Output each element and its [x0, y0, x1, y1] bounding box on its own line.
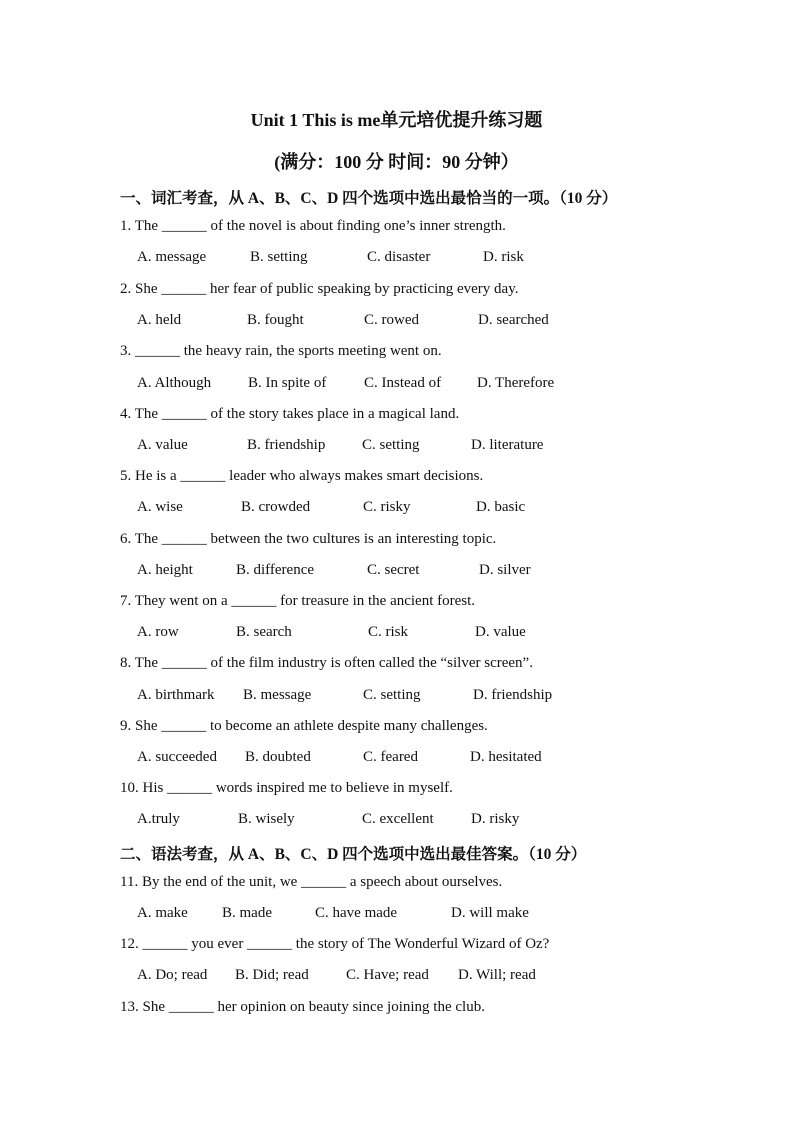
option-c: C. feared [363, 749, 418, 765]
question-stem: 13. She ______ her opinion on beauty since joining the club. [120, 999, 485, 1015]
question-options [137, 749, 697, 769]
question-stem: 4. The ______ of the story takes place in a magical land. [120, 406, 460, 422]
option-a: A. row [137, 624, 179, 640]
option-a: A. wise [137, 499, 183, 515]
option-c: C. setting [363, 687, 421, 703]
option-b: B. In spite of [248, 375, 327, 391]
question-options [137, 437, 697, 457]
question-stem: 5. He is a ______ leader who always makes smart decisions. [120, 468, 484, 484]
question-stem: 9. She ______ to become an athlete despite many challenges. [120, 718, 488, 734]
option-d: D. Will; read [458, 967, 536, 983]
question-stem: 10. His ______ words inspired me to believe in myself. [120, 780, 453, 796]
section-heading-grammar: 二、语法考查，从 A、B、C、D 四个选项中选出最佳答案。（10 分） [120, 846, 587, 863]
option-c: C. Instead of [364, 375, 442, 391]
option-a: A. held [137, 312, 182, 328]
option-a: A. birthmark [137, 687, 215, 703]
option-b: B. made [222, 905, 272, 921]
option-d: D. risk [483, 249, 524, 265]
option-b: B. wisely [238, 811, 295, 827]
question-options [137, 687, 697, 707]
option-b: B. Did; read [235, 967, 309, 983]
section-heading-vocabulary: 一、词汇考查，从 A、B、C、D 四个选项中选出最恰当的一项。（10 分） [120, 190, 618, 207]
question-options [137, 312, 697, 332]
option-b: B. search [236, 624, 292, 640]
option-b: B. difference [236, 562, 315, 578]
question-stem: 2. She ______ her fear of public speaking by practicing every day. [120, 281, 519, 297]
option-c: C. Have; read [346, 967, 429, 983]
option-d: D. hesitated [470, 749, 542, 765]
option-d: D. value [475, 624, 526, 640]
option-a: A.truly [137, 811, 180, 827]
option-d: D. will make [451, 905, 529, 921]
option-d: D. risky [471, 811, 520, 827]
option-d: D. literature [471, 437, 544, 453]
question-stem: 7. They went on a ______ for treasure in the ancient forest. [120, 593, 476, 609]
question-stem: 6. The ______ between the two cultures is an interesting topic. [120, 531, 497, 547]
question-options [137, 905, 697, 925]
option-c: C. setting [362, 437, 420, 453]
option-c: C. excellent [362, 811, 434, 827]
option-c: C. secret [367, 562, 420, 578]
question-stem: 1. The ______ of the novel is about finding one’s inner strength. [120, 218, 506, 234]
option-b: B. message [243, 687, 312, 703]
option-d: D. Therefore [477, 375, 555, 391]
question-stem: 8. The ______ of the film industry is often called the “silver screen”. [120, 655, 533, 671]
question-options [137, 811, 697, 831]
option-b: B. fought [247, 312, 304, 328]
option-c: C. rowed [364, 312, 419, 328]
option-d: D. searched [478, 312, 549, 328]
option-b: B. friendship [247, 437, 326, 453]
option-c: C. disaster [367, 249, 431, 265]
option-c: C. have made [315, 905, 398, 921]
option-a: A. succeeded [137, 749, 217, 765]
question-stem: 3. ______ the heavy rain, the sports meeting went on. [120, 343, 442, 359]
question-options [137, 375, 697, 395]
question-options [137, 562, 697, 582]
option-a: A. Do; read [137, 967, 208, 983]
option-d: D. silver [479, 562, 531, 578]
option-a: A. make [137, 905, 188, 921]
option-a: A. Although [137, 375, 212, 391]
option-b: B. setting [250, 249, 308, 265]
option-a: A. message [137, 249, 207, 265]
page-subtitle: (满分：100 分 时间：90 分钟） [274, 152, 519, 172]
option-c: C. risk [368, 624, 409, 640]
option-c: C. risky [363, 499, 411, 515]
question-options [137, 624, 697, 644]
option-a: A. value [137, 437, 188, 453]
page-title: Unit 1 This is me单元培优提升练习题 [250, 110, 543, 130]
question-options [137, 249, 697, 269]
option-d: D. basic [476, 499, 526, 515]
option-b: B. crowded [241, 499, 311, 515]
question-stem: 11. By the end of the unit, we ______ a speech about ourselves. [120, 874, 503, 890]
question-options [137, 499, 697, 519]
option-b: B. doubted [245, 749, 311, 765]
option-d: D. friendship [473, 687, 553, 703]
option-a: A. height [137, 562, 193, 578]
question-stem: 12. ______ you ever ______ the story of The Wonderful Wizard of Oz? [120, 936, 550, 952]
question-options [137, 967, 697, 987]
